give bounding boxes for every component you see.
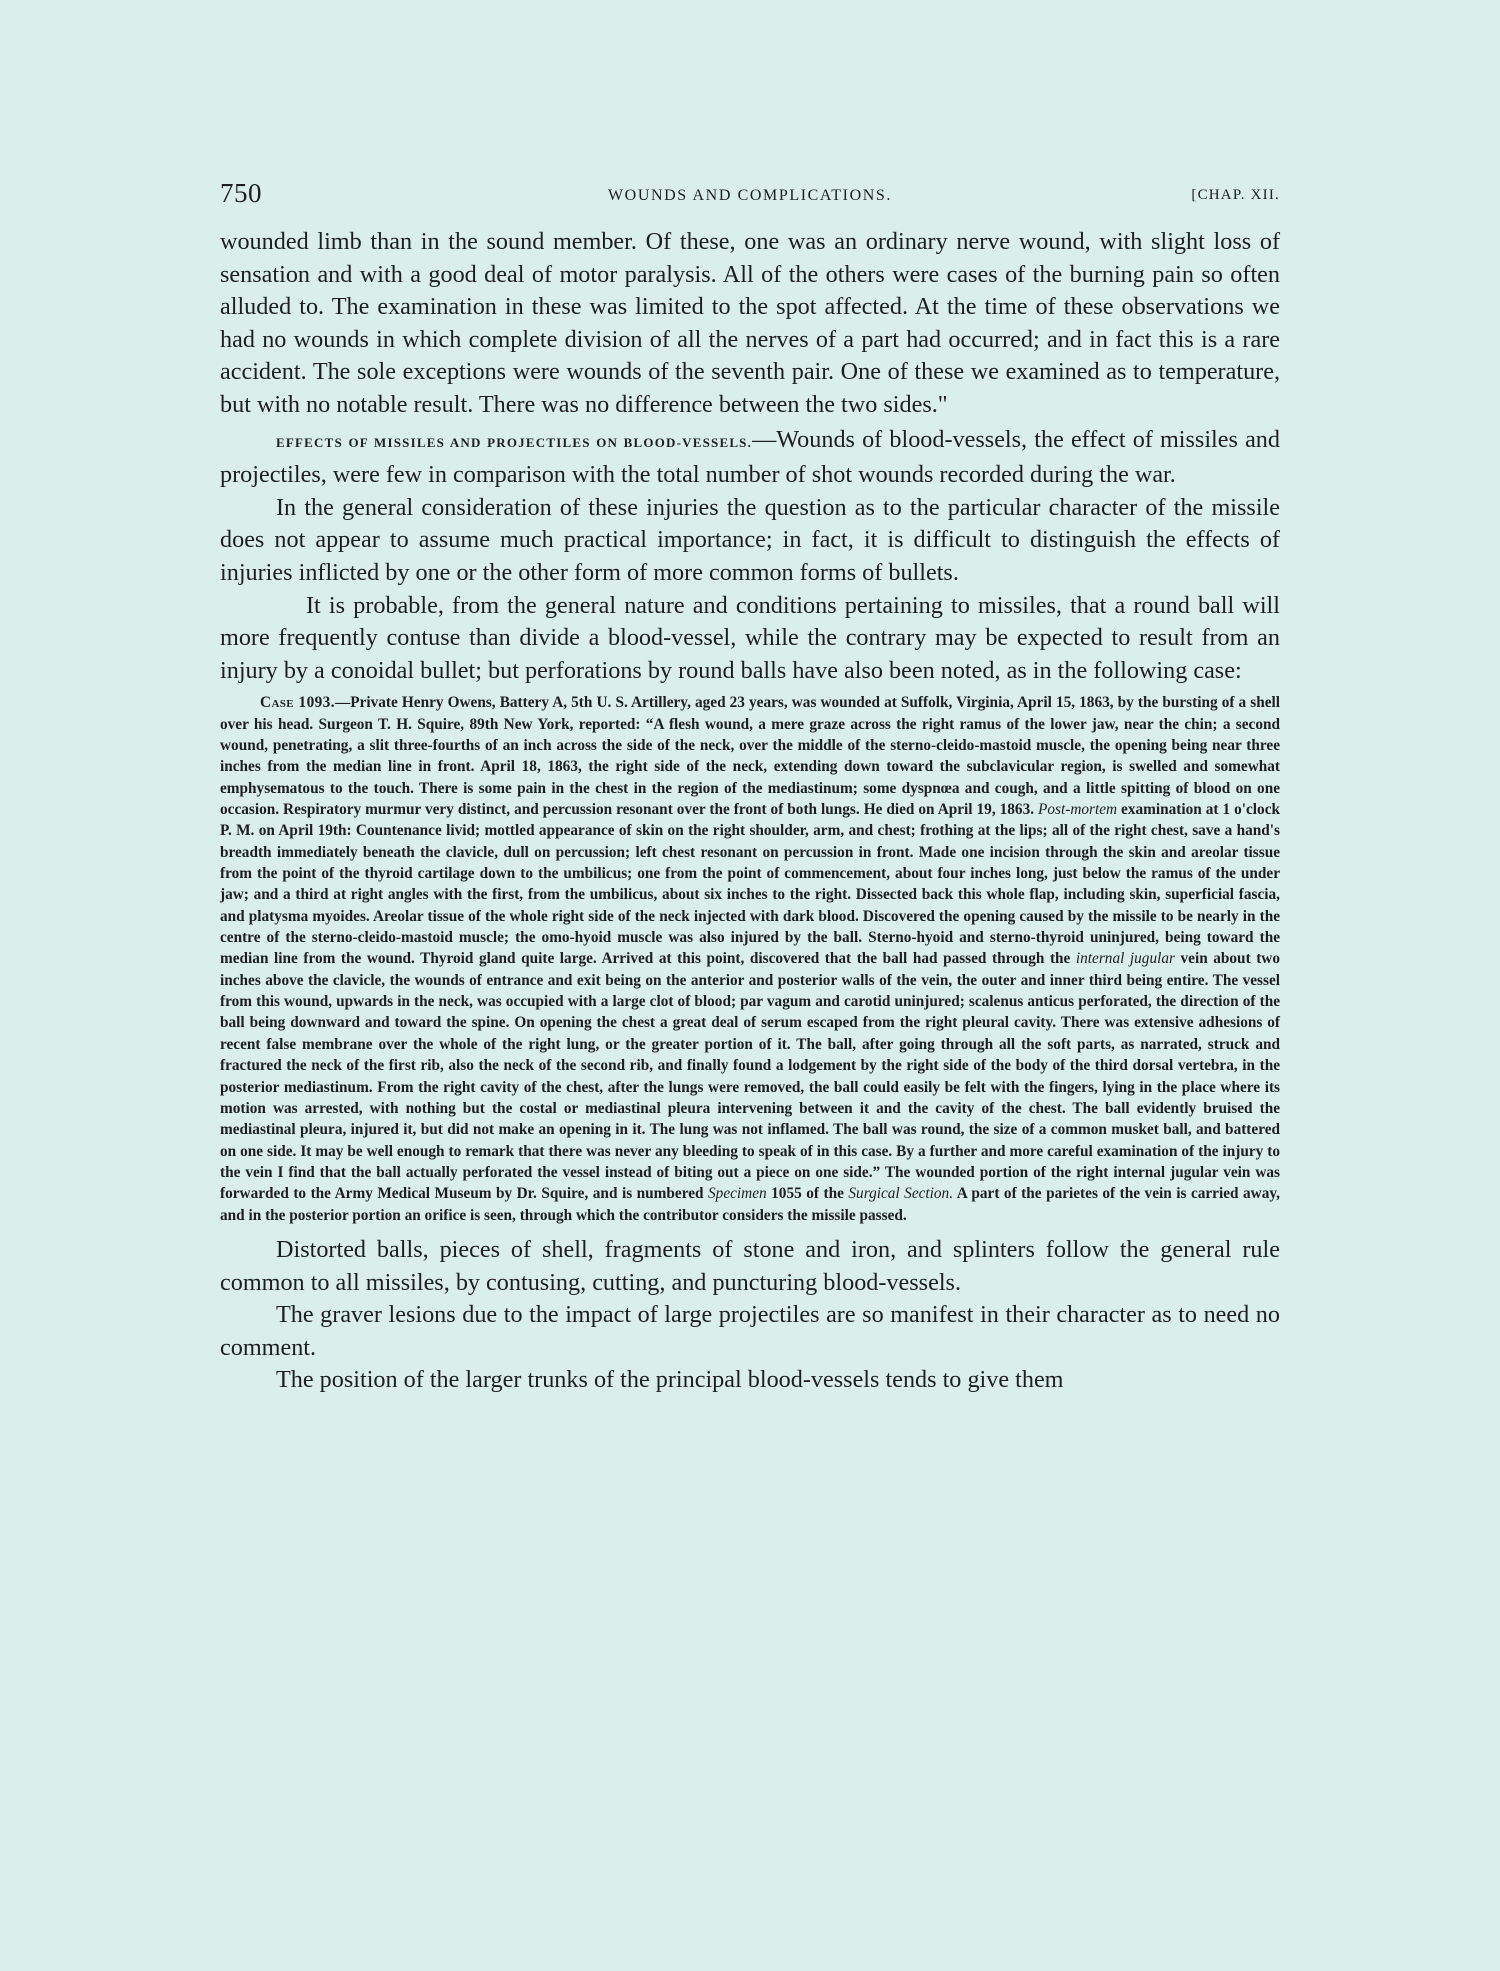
section-heading: EFFECTS OF MISSILES AND PROJECTILES ON BLOOD-VESSELS. xyxy=(276,434,753,450)
page-number: 750 xyxy=(220,178,262,208)
case-text-4: 1055 of the xyxy=(766,1185,849,1203)
case-label: Case 1093. xyxy=(260,694,335,712)
case-italic-postmortem: Post-mortem xyxy=(1038,801,1118,819)
paragraph-continued: wounded limb than in the sound member. Of these, one was an ordinary nerve wound, with slight loss of sensation and with a good deal of motor paralysis. All of the others were cases of the burning pain so often alluded to. The examination in these was limited to the spot affected. At the time of these observations we had no wounds in which complete division of all the nerves of a part had occurred; and in fact this is a rare accident. The sole exceptions were wounds of the seventh pair. One of these we examined as to temperature, but with no notable result. There was no difference between the two sides." xyxy=(220,228,1280,418)
case-italic-jugular: internal jugular xyxy=(1075,950,1175,968)
book-page xyxy=(220,178,1280,1397)
paragraph-position-trunks: The position of the larger trunks of the principal blood-vessels tends to give them xyxy=(276,1366,1064,1394)
paragraph-general-consideration: In the general consideration of these injuries the question as to the particular character of the missile does not appear to assume much practical importance; in fact, it is difficult to distinguish the effects of injuries inflicted by one or the other form of more common forms of bullets. xyxy=(220,493,1280,586)
paragraph-distorted-balls: Distorted balls, pieces of shell, fragments of stone and iron, and splinters follow the general rule common to all missiles, by contusing, cutting, and puncturing blood-vessels. xyxy=(220,1235,1280,1296)
running-head xyxy=(220,178,1280,218)
case-text-3: vein about two inches above the clavicle, the wounds of entrance and exit being on the anterior and posterior walls of the vein, the outer and inner third being entire. The vessel from this wound, upwards in the neck, was occupied with a large clot of blood; par vagum and carotid uninjured; scalenus anticus perforated, the direction of the ball being downward and toward the spine. On opening the chest a great deal of serum escaped from the right pleural cavity. There was extensive adhesions of recent false membrane over the whole of the right lung, or the greater portion of it. The ball, after going through all the soft parts, as narrated, struck and fractured the neck of the first rib, also the neck of the second rib, and finally found a lodgement by the right side of the body of the third dorsal vertebra, in the posterior mediastinum. From the right cavity of the chest, after the lungs were removed, the ball could easily be felt with the fingers, lying in the place where its motion was arrested, with nothing but the costal or mediastinal pleura intervening between it and the cavity of the chest. The ball evidently bruised the mediastinal pleura, injured it, but did not make an opening in it. The lung was not inflamed. The ball was round, the size of a common musket ball, and battered on one side. It may be well enough to remark that there was never any bleeding to speak of in this case. By a further and more careful examination of the injury to the vein I find that the ball actually perforated the vessel instead of biting out a piece on one side.” The wounded portion of the right internal jugular vein was forwarded to the Army Medical Museum by Dr. Squire, and is numbered xyxy=(220,950,1280,1203)
case-report xyxy=(220,692,1280,1226)
running-title: WOUNDS AND COMPLICATIONS. xyxy=(607,187,892,204)
paragraph-round-ball: It is probable, from the general nature and conditions pertaining to missiles, that a round ball will more frequently contuse than divide a blood-vessel, while the contrary may be expected to result from an injury by a conoidal bullet; but perforations by round balls have also been noted, as in the following case: xyxy=(220,591,1280,684)
chapter-label: [CHAP. XII. xyxy=(1191,187,1280,203)
case-italic-specimen: Specimen xyxy=(708,1185,767,1203)
paragraph-section-intro xyxy=(220,424,1280,492)
case-italic-section: Surgical Section. xyxy=(848,1185,954,1203)
case-text-2: examination at 1 o'clock P. M. on April 19th: Countenance livid; mottled appearance of skin on the right shoulder, arm, and chest; frothing at the lips; all of the right chest, save a hand's breadth immediately beneath the clavicle, dull on percussion; left chest resonant on percussion in front. Made one incision through the skin and areolar tissue from the point of the thyroid cartilage down to the umbilicus; one from the point of commencement, about four inches long, just below the ramus of the under jaw; and a third at right angles with the first, from the umbilicus, about six inches to the right. Dissected back this whole flap, including skin, superficial fascia, and platysma myoides. Areolar tissue of the whole right side of the neck injected with dark blood. Discovered the opening caused by the missile to be nearly in the centre of the sterno-cleido-mastoid muscle; the omo-hyoid muscle was also injured by the ball. Sterno-hyoid and sterno-thyroid uninjured, being toward the median line from the wound. Thyroid gland quite large. Arrived at this point, discovered that the ball had passed through the xyxy=(220,801,1280,968)
paragraph-graver-lesions: The graver lesions due to the impact of large projectiles are so manifest in their character as to need no comment. xyxy=(220,1301,1280,1361)
case-text-1: —Private Henry Owens, Battery A, 5th U. S. Artillery, aged 23 years, was wounded at Suffolk, Virginia, April 15, 1863, by the bursting of a shell over his head. Surgeon T. H. Squire, 89th New York, reported: “A flesh wound, a mere graze across the right ramus of the lower jaw, near the chin; a second wound, penetrating, a slit three-fourths of an inch across the side of the neck, over the middle of the sterno-cleido-mastoid muscle, the opening being near three inches from the median line in front. April 18, 1863, the right side of the neck, extending down toward the subclavicular region, is swelled and somewhat emphysematous to the touch. There is some pain in the chest in the region of the mediastinum; some dyspnœa and cough, and a little spitting of blood on one occasion. Respiratory murmur very distinct, and percussion resonant over the front of both lungs. He died on April 19, 1863. xyxy=(220,694,1280,819)
case-text-5: A part of the parietes of the vein is carried away, and in the posterior portion an orifice is seen, through which the contributor considers the missile passed. xyxy=(220,1185,1280,1224)
section-intro-text: —Wounds of blood-vessels, the effect of missiles and projectiles, were few in comparison with the total number of shot wounds recorded during the war. xyxy=(220,425,1280,489)
